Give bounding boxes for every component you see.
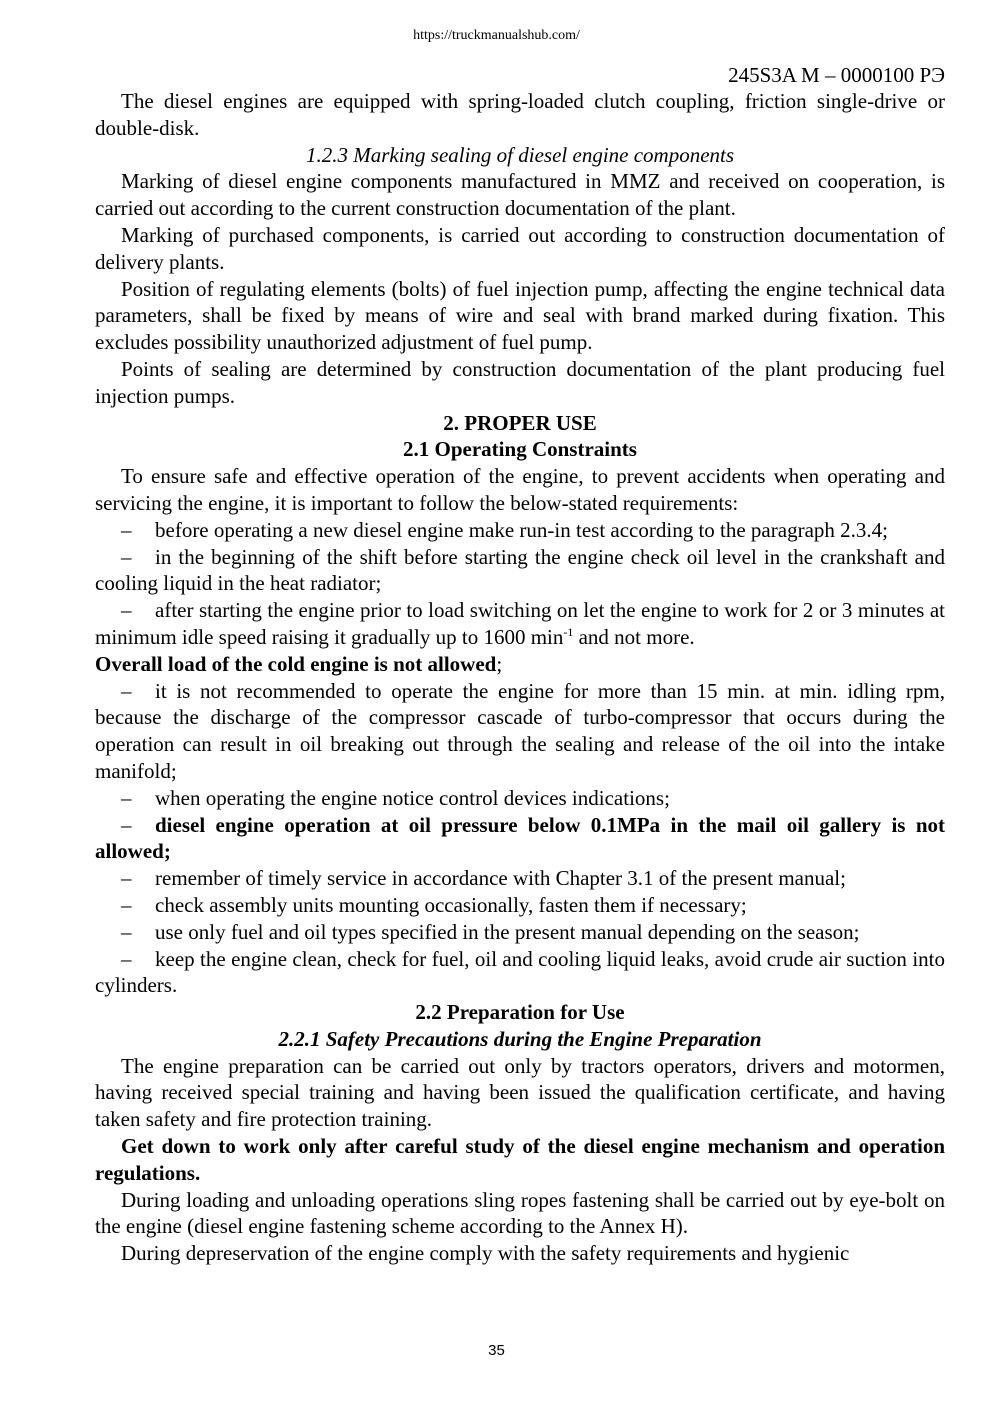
list-dash: – (121, 598, 132, 623)
list-item-service (95, 865, 945, 892)
heading-2-2-preparation: 2.2 Preparation for Use (415, 1000, 625, 1025)
paragraph-preparation: The engine preparation can be carried out only by tractors operators, drivers and motormen, having received special training and having been issued the qualification certificate, and having taken safety and fire protection training. (95, 1053, 945, 1132)
paragraph-clutch: The diesel engines are equipped with spring-loaded clutch coupling, friction single-drive or double-disk. (95, 89, 945, 140)
paragraph-ensure-safe: To ensure safe and effective operation of the engine, to prevent accidents when operating and servicing the engine, it is important to follow the below-stated requirements: (95, 464, 945, 515)
list-item-keep-clean (95, 946, 945, 1000)
source-url: https://truckmanualshub.com/ (413, 28, 580, 43)
list-item-text: when operating the engine notice control devices indications; (155, 785, 670, 810)
warning-tail: ; (496, 651, 503, 676)
page-body (95, 88, 945, 1267)
heading-1-2-3: 1.2.3 Marking sealing of diesel engine components (305, 142, 735, 167)
list-dash: – (121, 866, 132, 891)
list-item-text: use only fuel and oil types specified in the present manual depending on the season; (155, 919, 860, 944)
paragraph-loading: During loading and unloading operations sling ropes fastening shall be carried out by eye-bolt on the engine (diesel engine fastening scheme according to the Annex H). (95, 1187, 945, 1239)
paragraph-marking-mmz: Marking of diesel engine components manufactured in MMZ and received on cooperation, is carried out according to the current construction documentation of the plant. (95, 169, 945, 221)
list-item-runin (95, 517, 945, 544)
list-item-text: remember of timely service in accordance with Chapter 3.1 of the present manual; (155, 866, 846, 891)
paragraph-position-regulating: Position of regulating elements (bolts) of fuel injection pump, affecting the engine technical data parameters, shall be fixed by means of wire and seal with brand marked during fixation. This excludes possibility unauthorized adjustment of fuel pump. (95, 276, 945, 355)
list-dash: – (121, 812, 132, 837)
paragraph-points-sealing: Points of sealing are determined by construction documentation of the plant producing fuel injection pumps. (95, 356, 945, 408)
list-item-text: after starting the engine prior to load switching on let the engine to work for 2 or 3 minutes at minimum idle speed raising it gradually up to 1600 min (95, 598, 945, 649)
list-item-text: diesel engine operation at oil pressure below 0.1MPa in the mail oil gallery is not allowed; (95, 812, 945, 864)
list-item-after-start (95, 597, 945, 651)
list-dash: – (121, 946, 132, 971)
list-dash: – (121, 892, 132, 917)
paragraph-depreservation: During depreservation of the engine comply with the safety requirements and hygienic (121, 1241, 850, 1266)
list-item-notice (95, 785, 945, 812)
paragraph-get-down-to-work: Get down to work only after careful study of the diesel engine mechanism and operation regulations. (95, 1134, 945, 1185)
document-number: 245S3A M – 0000100 РЭ (728, 63, 945, 87)
list-item-text: it is not recommended to operate the engine for more than 15 min. at min. idling rpm, because the discharge of the compressor cascade of turbo-compressor that occurs during the operation can result in oil breaking out through the sealing and release of the oil into the intake manifold; (95, 678, 945, 783)
list-item-oil-level (95, 544, 945, 598)
heading-2-1-operating-constraints: 2.1 Operating Constraints (403, 437, 637, 462)
list-item-text: before operating a new diesel engine make run-in test according to the paragraph 2.3.4; (155, 517, 888, 542)
list-item-text-tail: and not more. (573, 624, 695, 649)
page-number: 35 (488, 1342, 505, 1359)
paragraph-marking-purchased: Marking of purchased components, is carried out according to construction documentation of delivery plants. (95, 222, 945, 274)
list-item-oil-pressure (95, 812, 945, 866)
superscript: -1 (563, 624, 574, 639)
list-dash: – (121, 919, 132, 944)
list-item-text: keep the engine clean, check for fuel, oil and cooling liquid leaks, avoid crude air suction into cylinders. (95, 946, 945, 998)
warning-bold-text: Overall load of the cold engine is not allowed (95, 651, 497, 676)
heading-2-2-1-safety: 2.2.1 Safety Precautions during the Engine Preparation (278, 1026, 762, 1051)
list-item-idling (95, 678, 945, 785)
list-dash: – (121, 544, 132, 569)
list-item-check-mounting (95, 892, 945, 919)
list-item-text: check assembly units mounting occasionally, fasten them if necessary; (155, 892, 747, 917)
list-dash: – (121, 785, 132, 810)
heading-2-proper-use: 2. PROPER USE (443, 410, 597, 435)
list-item-fuel-types (95, 919, 945, 946)
paragraph-overall-load (95, 651, 945, 678)
list-item-text: in the beginning of the shift before starting the engine check oil level in the crankshaft and cooling liquid in the heat radiator; (95, 544, 945, 596)
list-dash: – (121, 517, 132, 542)
list-dash: – (121, 678, 132, 703)
